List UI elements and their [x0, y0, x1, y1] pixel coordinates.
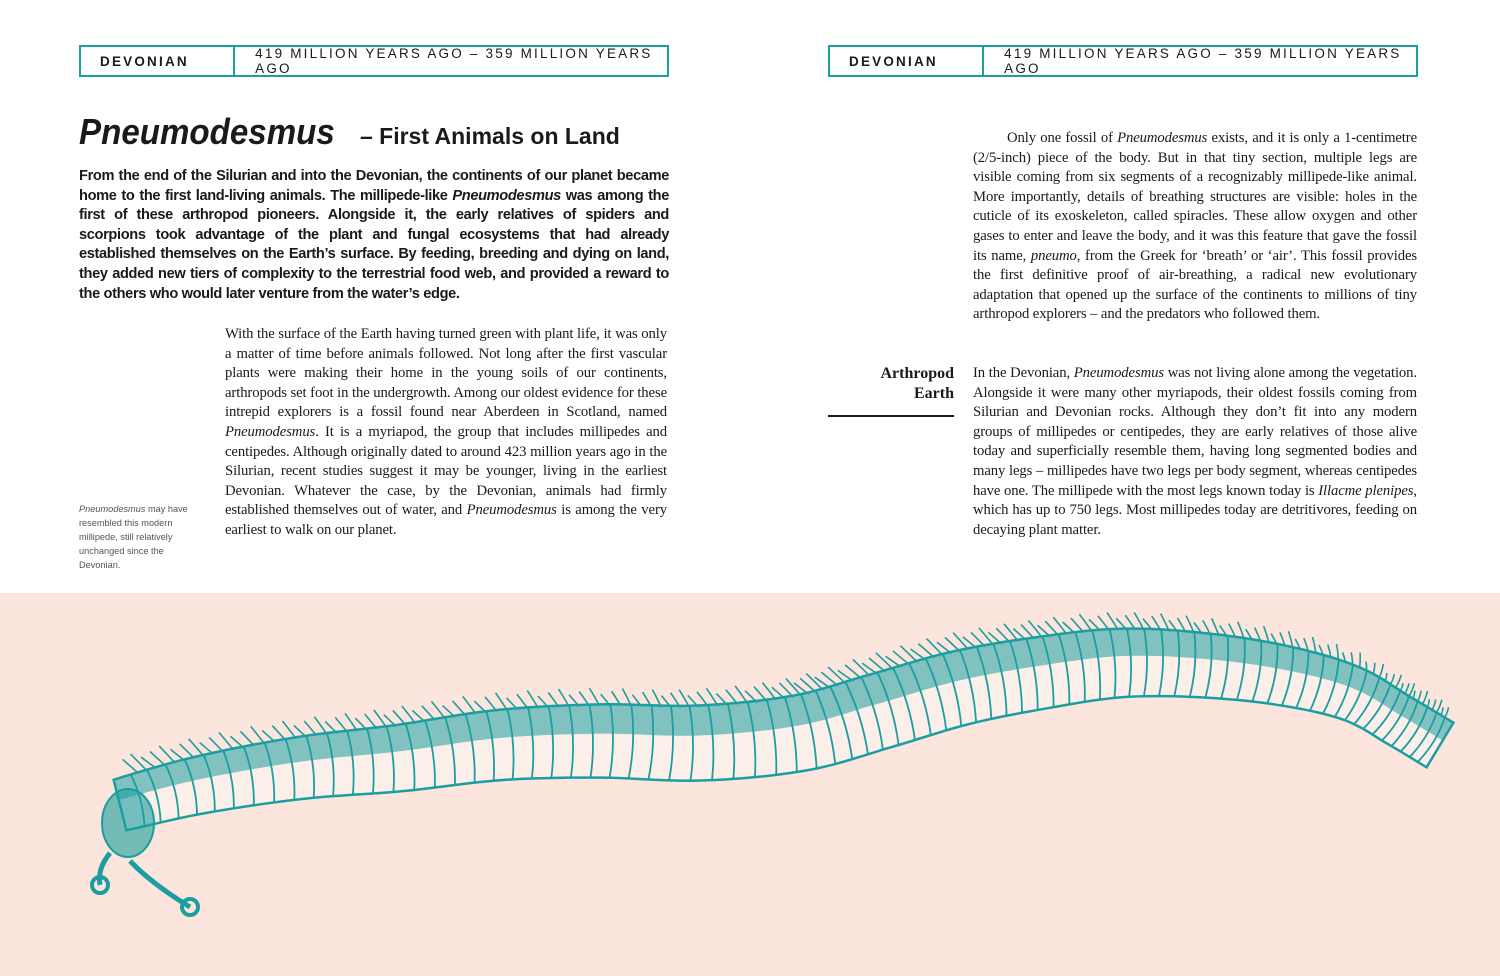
body-text: , which has up to 750 legs. Most millipedes today are detritivores, feeding on decaying plant matter.: [973, 482, 1417, 538]
intro-text: From the end of the Silurian and into the Devonian, the continents of our planet became home to the first land-living animals. The millipede-like: [79, 168, 669, 204]
body-paragraph-right-1: [973, 129, 1417, 325]
body-paragraph-right-2: [973, 364, 1417, 540]
body-text: was not living alone among the vegetation. Alongside it were many other myriapods, their oldest fossils coming from Silurian and Devonian rocks. Although they don’t fit into any modern groups of millipedes or centipedes, they are early relatives of those alive today and superficially resemble them, having long segmented bodies and many legs – millipedes have two legs per body segment, whereas centipedes have one. The millipede with the most legs known today is: [973, 365, 1417, 499]
title-genus: Pneumodesmus: [79, 111, 335, 152]
body-italic: Pneumodesmus: [1117, 130, 1208, 146]
intro-text: was among the first of these arthropod pioneers. Alongside it, the early relatives of spiders and scorpions took advantage of the plant and fungal ecosystems that had already established themselves on the Earth’s surface. By feeding, breeding and dying on land, they added new tiers of complexity to the terrestrial food web, and provided a reward to the others who would later venture from the water’s edge.: [79, 187, 669, 302]
millipede-leg: [251, 726, 265, 744]
page-header-right: [828, 45, 1418, 77]
body-italic: pneumo: [1030, 247, 1077, 264]
page-title: [79, 110, 620, 158]
body-paragraph-left: [225, 325, 667, 541]
millipede-body: [92, 612, 1453, 915]
body-italic: Pneumodesmus: [466, 502, 557, 519]
side-heading-line: Earth: [914, 384, 954, 402]
millipede-leg: [159, 746, 175, 763]
time-span-label: 419 MILLION YEARS AGO – 359 MILLION YEARS AGO: [255, 46, 653, 76]
side-heading: [828, 364, 954, 403]
millipede-head: [102, 789, 154, 857]
millipede-leg: [282, 721, 296, 739]
body-italic: Pneumodesmus: [1073, 365, 1164, 381]
body-text: In the Devonian,: [973, 365, 1074, 381]
millipede-leg: [828, 667, 846, 684]
body-text: . It is a myriapod, the group that includes millipedes and centipedes. Although originally dated to around 423 million years ago in the Silurian, recent studies suggest it may be younger, living in the earliest Devonian. Whatever the case, by the Devonian, animals had firmly established themselves out of water, and: [225, 423, 667, 519]
body-italic: Pneumodesmus: [225, 423, 316, 440]
title-subtitle: – First Animals on Land: [359, 123, 620, 149]
millipede-leg: [189, 739, 204, 756]
era-label: DEVONIAN: [830, 47, 984, 75]
intro-paragraph: [79, 167, 669, 304]
body-italic: Illacme plenipes: [1318, 482, 1414, 499]
caption-text: may have resembled this modern millipede, still relatively unchanged since the Devonian.: [79, 504, 188, 570]
intro-italic-genus: Pneumodesmus: [452, 187, 561, 204]
body-text: With the surface of the Earth having turned green with plant life, it was only a matter of time before animals followed. Not long after the first vascular plants were making their home in the young soils of our continents, arthropods set foot in the undergrowth. Among our oldest evidence for these intrepid explorers is a fossil found near Aberdeen in Scotland, named: [225, 326, 667, 421]
body-text: exists, and it is only a 1-centimetre (2/5-inch) piece of the body. But in that tiny section, multiple legs are visible coming from six segments of a recognizably millipede-like animal. More importantly, details of breathing structures are visible: holes in the cuticle of its exoskeleton, called spiracles. These allow oxygen and other gases to enter and leave the body, and it was this feature that gave the fossil its name,: [973, 130, 1417, 264]
side-heading-rule: [828, 415, 954, 417]
millipede-leg: [150, 751, 166, 765]
era-label: DEVONIAN: [81, 47, 235, 75]
millipede-antenna: [130, 861, 190, 907]
body-text: , from the Greek for ‘breath’ or ‘air’. This fossil provides the first definitive proof of air-breathing, a radical new evolutionary adaptation that opened up the surface of the continents to millions of tiny arthropod explorers – and the predators who followed them.: [973, 247, 1417, 323]
page-header-left: [79, 45, 669, 77]
image-caption: [79, 502, 207, 572]
body-text: Only one fossil of: [1007, 130, 1118, 146]
side-heading-line: Arthropod: [880, 365, 954, 382]
millipede-leg: [314, 717, 327, 735]
illustration-panel: [0, 593, 1500, 976]
millipede-leg: [345, 713, 357, 731]
millipede-leg: [402, 706, 416, 724]
millipede-illustration: [0, 593, 1500, 976]
body-text: is among the very earliest to walk on our planet.: [225, 502, 667, 538]
millipede-leg: [219, 732, 234, 750]
caption-italic: Pneumodesmus: [79, 504, 146, 514]
time-span-label: 419 MILLION YEARS AGO – 359 MILLION YEARS AGO: [1004, 46, 1402, 76]
millipede-leg: [123, 759, 139, 773]
